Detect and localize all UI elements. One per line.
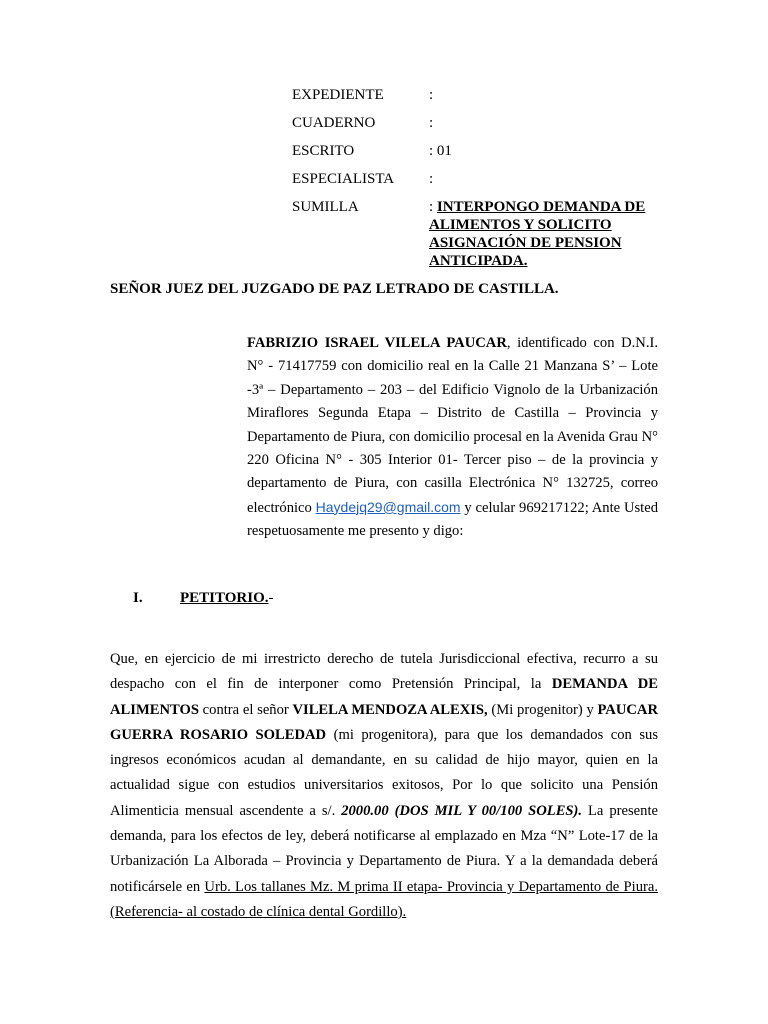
cuaderno-label: CUADERNO xyxy=(292,115,376,131)
sumilla-text: INTERPONGO DEMANDA DE ALIMENTOS Y SOLICITO ASIGNACIÓN DE PENSION ANTICIPADA. xyxy=(429,199,646,269)
expediente-label: EXPEDIENTE xyxy=(292,87,384,103)
petitorio-text-1: Que, en ejercicio de mi irrestricto derecho de tutela Jurisdiccional efectiva, recurro a su despacho con el fin de interponer como Pretensión Principal, la xyxy=(110,651,658,693)
petitorio-text-3: (Mi progenitor) y xyxy=(487,701,598,718)
sumilla-colon: : xyxy=(429,199,437,215)
intro-text-1: , identificado con D.N.I. N° - 71417759 con domicilio real en la Calle 21 Manzana S’ – Lote -3ª – Departamento – 203 – del Edificio Vignolo de la Urbanización Miraflores Segunda Etapa – Distrito de Castilla – Provincia y Departamento de Piura, con domicilio procesal en la Avenida Grau N° 220 Oficina N° - 305 Interior 01- Tercer piso – de la provincia y departamento de Piura, con casilla Electrónica N° 132725, correo electrónico xyxy=(247,335,658,516)
intro-text-2: y celular 969217122; Ante Usted respetuosamente me presento y digo: xyxy=(247,499,658,540)
especialista-label: ESPECIALISTA xyxy=(292,171,395,187)
addressee-heading: SEÑOR JUEZ DEL JUZGADO DE PAZ LETRADO DE CASTILLA. xyxy=(110,281,559,297)
section-title xyxy=(180,589,274,607)
petitorio-text-5: La presente demanda, para los efectos de ley, deberá notificarse al emplazado en Mza “N” Lote-17 de la Urbanización La Alborada – Provincia y Departamento de Piura. Y a la demandada deberá notificársele en xyxy=(110,802,658,895)
expediente-value: : xyxy=(429,87,434,103)
section-number: I. xyxy=(133,590,143,606)
defendant-father: VILELA MENDOZA ALEXIS, xyxy=(292,701,488,718)
section-title-suffix: - xyxy=(268,590,274,606)
cuaderno-value: : xyxy=(429,115,434,131)
sumilla-value xyxy=(429,198,669,270)
plaintiff-name: FABRIZIO ISRAEL VILELA PAUCAR xyxy=(247,335,507,351)
notification-address: Urb. Los tallanes Mz. M prima II etapa- Provincia y Departamento de Piura. (Referencia- al costado de clínica dental Gordillo). xyxy=(110,878,658,920)
escrito-value: : 01 xyxy=(429,143,452,159)
petitorio-paragraph xyxy=(110,647,658,925)
sumilla-label: SUMILLA xyxy=(292,199,359,215)
intro-paragraph xyxy=(247,332,658,544)
petitorio-text-4: (mi progenitora), para que los demandados con sus ingresos económicos acudan al demandante, en su calidad de hijo mayor, quien en la actualidad sigue con estudios universitarios exitosos, Por lo que solicito una Pensión Alimenticia mensual ascendente a s/. xyxy=(110,726,659,819)
section-title-text: PETITORIO. xyxy=(180,590,269,606)
escrito-label: ESCRITO xyxy=(292,143,355,159)
especialista-value: : xyxy=(429,171,434,187)
email-link[interactable]: Haydejq29@gmail.com xyxy=(315,498,461,515)
petitorio-text-2: contra el señor xyxy=(198,701,293,718)
pension-amount: 2000.00 (DOS MIL Y 00/100 SOLES). xyxy=(341,802,583,819)
demanda-alimentos: DEMANDA DE ALIMENTOS xyxy=(110,676,658,718)
defendant-mother: PAUCAR GUERRA ROSARIO SOLEDAD xyxy=(110,701,658,743)
